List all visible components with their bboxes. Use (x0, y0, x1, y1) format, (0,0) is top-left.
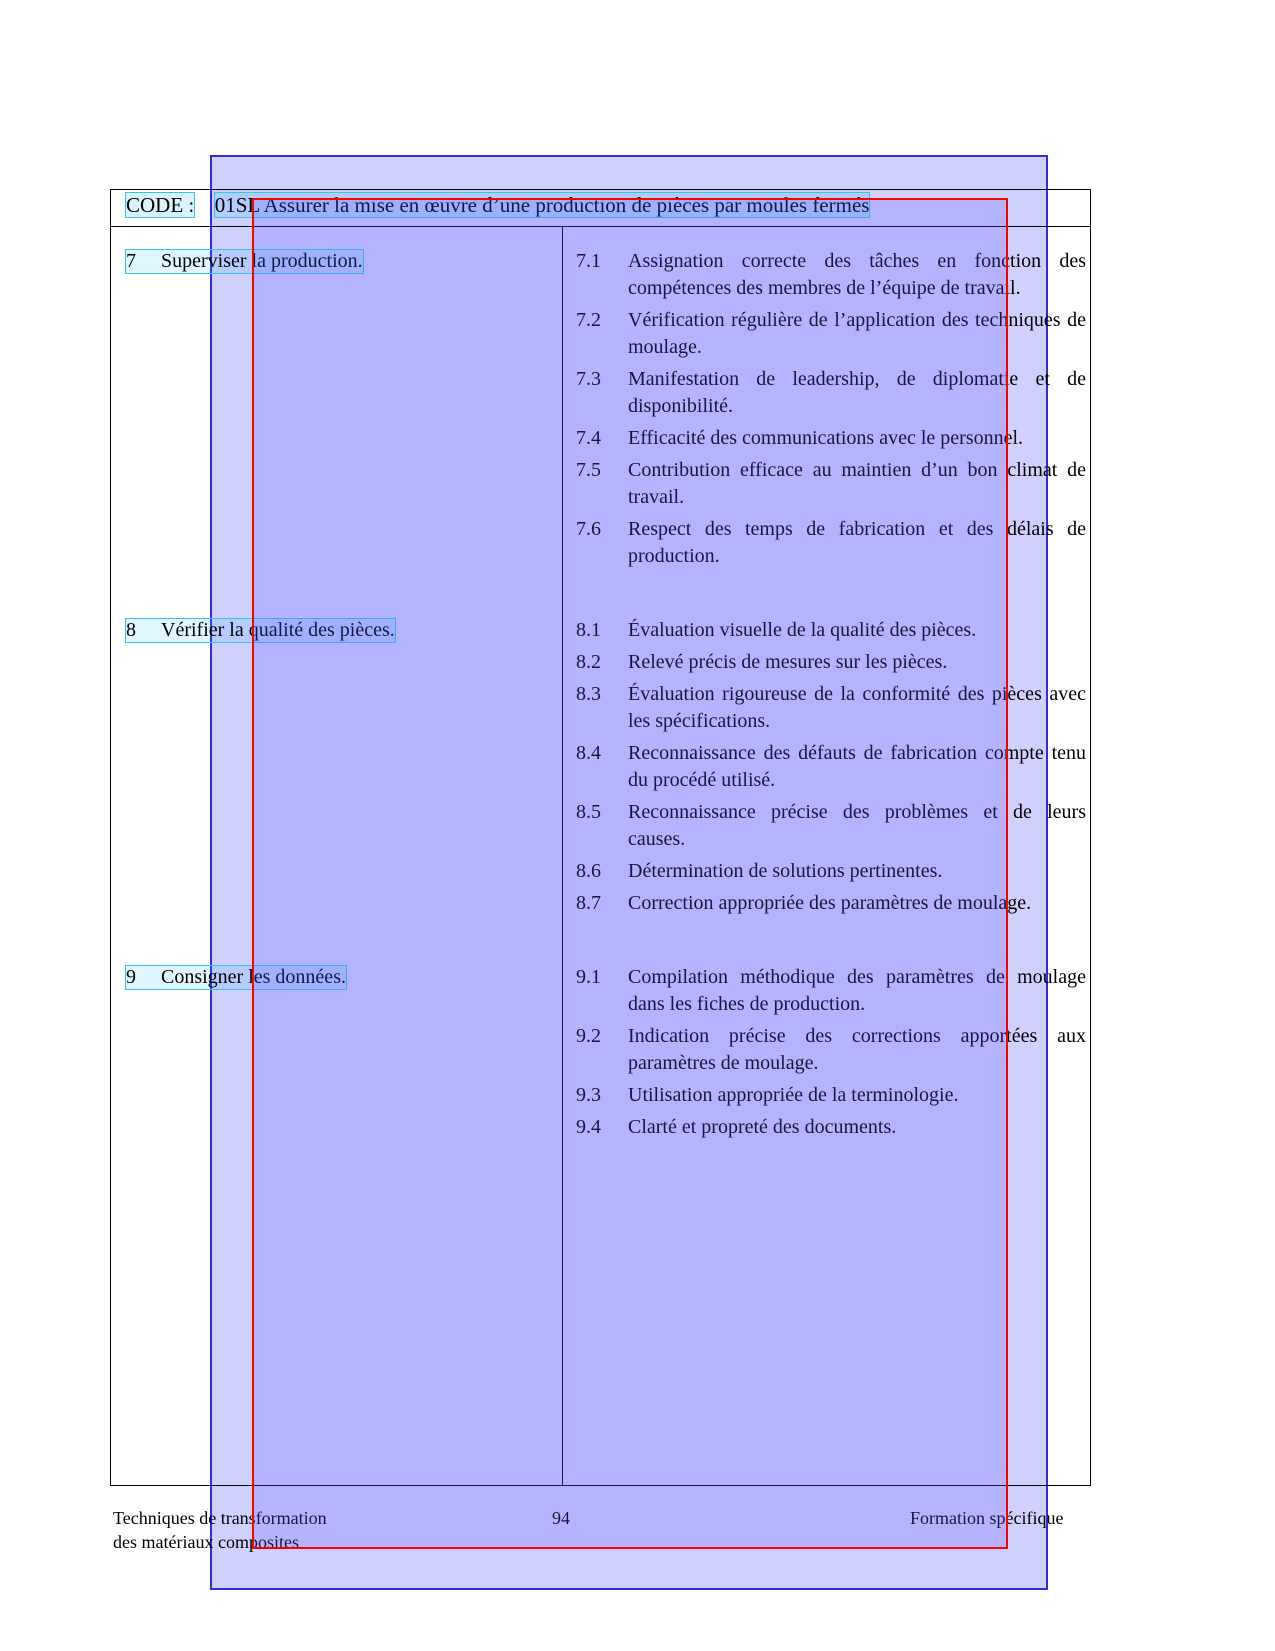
criterion-number: 9.1 (576, 966, 601, 988)
criterion-text: Vérification régulière de l’application des techniques de moulage. (628, 309, 1086, 358)
criterion-number: 7.3 (576, 368, 601, 390)
footer-training-type: Formation spécifique (910, 1508, 1064, 1528)
criterion-number: 8.1 (576, 619, 601, 641)
criterion-text: Clarté et propreté des documents. (628, 1116, 897, 1138)
section-title: Superviser la production. (161, 250, 363, 272)
section-title: Consigner les données. (161, 966, 346, 988)
criterion-text: Reconnaissance des défauts de fabrication compte tenu du procédé utilisé. (628, 742, 1086, 791)
section-number: 9 (126, 966, 136, 988)
criterion-text: Détermination de solutions pertinentes. (628, 860, 943, 882)
criterion-text: Indication précise des corrections apportées aux paramètres de moulage. (628, 1025, 1086, 1074)
criterion-number: 9.3 (576, 1084, 601, 1106)
criterion-text: Évaluation visuelle de la qualité des pièces. (628, 619, 977, 641)
footer-page-number: 94 (552, 1508, 570, 1528)
section-number: 7 (126, 250, 136, 272)
criterion-number: 7.2 (576, 309, 601, 331)
criterion-number: 7.6 (576, 518, 601, 540)
criterion-text: Compilation méthodique des paramètres de moulage dans les fiches de production. (628, 966, 1086, 1015)
code-value: 01SL Assurer la mise en œuvre d’une production de pièces par moules fermés (214, 193, 870, 217)
criterion-text: Efficacité des communications avec le personnel. (628, 427, 1024, 449)
criterion-number: 9.2 (576, 1025, 601, 1047)
criterion-text: Correction appropriée des paramètres de moulage. (628, 892, 1032, 914)
criterion-text: Reconnaissance précise des problèmes et de leurs causes. (628, 801, 1086, 850)
criterion-number: 8.5 (576, 801, 601, 823)
criterion-number: 9.4 (576, 1116, 601, 1138)
criterion-number: 7.5 (576, 459, 601, 481)
section-title: Vérifier la qualité des pièces. (161, 619, 395, 641)
criterion-text: Contribution efficace au maintien d’un bon climat de travail. (628, 459, 1086, 508)
criterion-text: Manifestation de leadership, de diplomatie et de disponibilité. (628, 368, 1086, 417)
criterion-text: Utilisation appropriée de la terminologie. (628, 1084, 959, 1106)
criterion-text: Évaluation rigoureuse de la conformité des pièces avec les spécifications. (628, 683, 1086, 732)
footer-line-1: Techniques de transformation (113, 1508, 327, 1528)
section-number: 8 (126, 619, 136, 641)
criterion-text: Relevé précis de mesures sur les pièces. (628, 651, 948, 673)
criterion-number: 7.4 (576, 427, 601, 449)
footer-line-2: des matériaux composites (113, 1532, 299, 1552)
criterion-text: Assignation correcte des tâches en fonction des compétences des membres de l’équipe de travail. (628, 250, 1086, 299)
criterion-number: 7.1 (576, 250, 601, 272)
criterion-number: 8.7 (576, 892, 601, 914)
code-label: CODE : (126, 193, 195, 217)
criterion-number: 8.6 (576, 860, 601, 882)
criterion-number: 8.3 (576, 683, 601, 705)
overlay-inner-region (252, 198, 1008, 1549)
criterion-text: Respect des temps de fabrication et des délais de production. (628, 518, 1086, 567)
criterion-number: 8.2 (576, 651, 601, 673)
criterion-number: 8.4 (576, 742, 601, 764)
